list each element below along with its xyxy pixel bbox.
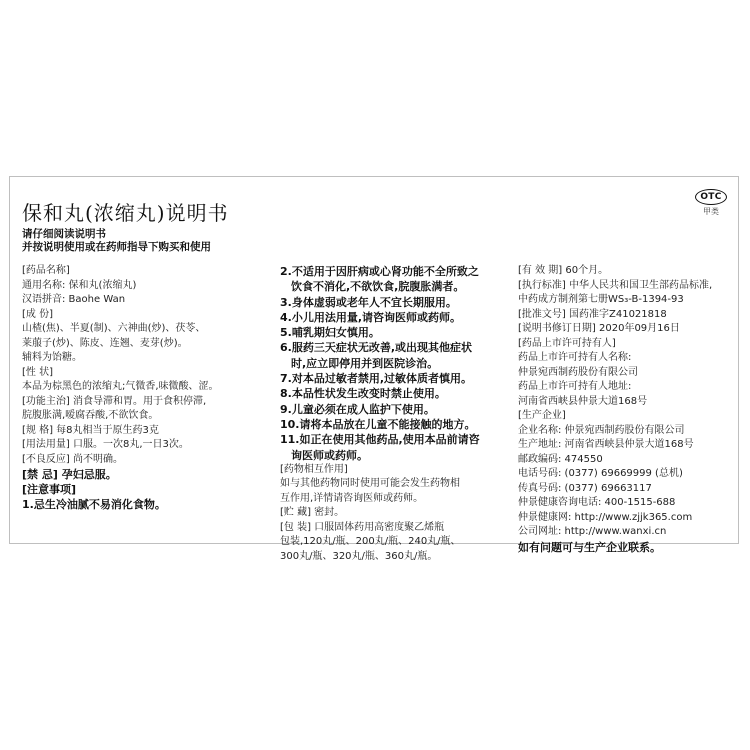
- note-6-line-2: 时,应立即停用并到医院诊治。: [291, 356, 439, 370]
- health-hotline: 仲景健康咨询电话: 400-1515-688: [518, 497, 676, 508]
- instruction-leaflet: [9, 176, 739, 562]
- approval-row: [518, 308, 732, 323]
- phone-number: 电话号码: (0377) 69669999 (总机): [518, 468, 683, 479]
- approval-text: 国药准字Z41021818: [569, 308, 667, 320]
- note-3: 3.身体虚弱或老年人不宜长期服用。: [280, 295, 457, 309]
- warning-line-1: 请仔细阅读说明书: [22, 228, 106, 240]
- company-website: 公司网址: http://www.wanxi.cn: [518, 526, 667, 537]
- note-11-line-1: 11.如正在使用其他药品,使用本品前请咨: [280, 433, 480, 447]
- mah-address: 河南省西峡县仲景大道168号: [518, 395, 648, 407]
- column-right: [518, 264, 732, 555]
- storage-label: [贮 藏]: [280, 507, 311, 519]
- indication-row: [22, 395, 274, 410]
- standard-text-1: 中华人民共和国卫生部药品标准,: [569, 279, 713, 291]
- package-text-1: 口服固体药用高密度聚乙烯瓶: [314, 521, 445, 533]
- postcode: 邮政编码: 474550: [518, 453, 603, 465]
- contact-note: 如有问题可与生产企业联系。: [518, 540, 661, 554]
- contraindication-row: [22, 467, 274, 482]
- ingredients-line-1: 山楂(焦)、半夏(制)、六神曲(炒)、茯苓、: [22, 323, 206, 334]
- note-10: 10.请将本品放在儿童不能接触的地方。: [280, 417, 476, 431]
- spec-label: [规 格]: [22, 424, 53, 436]
- interaction-line-2: 互作用,详情请咨询医师或药师。: [280, 492, 424, 504]
- indication-label: [功能主治]: [22, 395, 70, 407]
- excipient: 辅料为饴糖。: [22, 352, 82, 363]
- indication-text-2: 脘腹胀满,嗳腐吞酸,不欲饮食。: [22, 410, 159, 421]
- note-2-line-2: 饮食不消化,不欲饮食,脘腹胀满者。: [291, 280, 465, 294]
- mah-label: [药品上市许可持有人]: [518, 337, 616, 349]
- note-7: 7.对本品过敏者禁用,过敏体质者慎用。: [280, 372, 473, 386]
- mah-name: 仲景宛西制药股份有限公司: [518, 366, 638, 378]
- manufacturer-name: 企业名称: 仲景宛西制药股份有限公司: [518, 424, 685, 436]
- note-8: 8.本品性状发生改变时禁止使用。: [280, 387, 446, 401]
- ingredients-label: [成 份]: [22, 308, 53, 320]
- notes-label: [注意事项]: [22, 483, 77, 497]
- package-label: [包 装]: [280, 521, 311, 533]
- adverse-row: [22, 453, 274, 468]
- package-text-3: 300丸/瓶、320丸/瓶、360丸/瓶。: [280, 550, 438, 562]
- storage-row: [280, 506, 512, 521]
- indication-text: 消食导滞和胃。用于食积停滞,: [73, 395, 207, 407]
- usage-row: [22, 438, 274, 453]
- drug-name-label: [药品名称]: [22, 265, 70, 276]
- note-6-line-1: 6.服药三天症状无改善,或出现其他症状: [280, 341, 473, 355]
- adverse-text: 尚不明确。: [73, 453, 123, 465]
- package-text-2: 包装,120丸/瓶、200丸/瓶、240丸/瓶、: [280, 536, 461, 548]
- note-9: 9.儿童必须在成人监护下使用。: [280, 402, 435, 416]
- otc-oval-icon: OTC: [695, 189, 727, 205]
- standard-row: [518, 279, 732, 294]
- note-2-line-1: 2.不适用于因肝病或心肾功能不全所致之: [280, 265, 479, 278]
- column-left: [22, 264, 274, 513]
- ingredients-line-2: 莱菔子(炒)、陈皮、连翘、麦芽(炒)。: [22, 337, 188, 349]
- standard-text-2: 中药成方制剂第七册WS₃-B-1394-93: [518, 294, 684, 305]
- note-4: 4.小儿用法用量,请咨询医师或药师。: [280, 310, 462, 324]
- manufacturer-label: [生产企业]: [518, 410, 566, 421]
- interaction-label: [药物相互作用]: [280, 463, 348, 475]
- validity-label: [有 效 期]: [518, 265, 563, 276]
- note-1: 1.忌生冷油腻不易消化食物。: [22, 498, 166, 512]
- manufacturer-address: 生产地址: 河南省西峡县仲景大道168号: [518, 439, 694, 450]
- otc-category: 甲类: [703, 207, 719, 216]
- spec-row: [22, 424, 274, 439]
- spec-text: 每8丸相当于原生药3克: [56, 424, 159, 436]
- validity-text: 60个月。: [565, 265, 609, 276]
- storage-text: 密封。: [314, 507, 345, 519]
- revision-text: 2020年09月16日: [599, 323, 680, 334]
- standard-label: [执行标准]: [518, 279, 566, 291]
- usage-label: [用法用量]: [22, 439, 70, 450]
- revision-label: [说明书修订日期]: [518, 323, 596, 334]
- fax-number: 传真号码: (0377) 69663117: [518, 482, 652, 494]
- mah-name-label: 药品上市许可持有人名称:: [518, 352, 632, 363]
- validity-row: [518, 264, 732, 279]
- revision-row: [518, 322, 732, 337]
- generic-name: 通用名称: 保和丸(浓缩丸): [22, 279, 137, 291]
- warning-line-2: 并按说明使用或在药师指导下购买和使用: [22, 241, 211, 253]
- pinyin-name: 汉语拼音: Baohe Wan: [22, 294, 126, 305]
- health-website: 仲景健康网: http://www.zjjk365.com: [518, 511, 693, 523]
- usage-text: 口服。一次8丸,一日3次。: [73, 439, 189, 450]
- reading-warning: [22, 228, 211, 254]
- leaflet-title: 保和丸(浓缩丸)说明书: [22, 201, 229, 225]
- interaction-line-1: 如与其他药物同时使用可能会发生药物相: [280, 478, 460, 490]
- contraindication-text: 孕妇忌服。: [61, 468, 117, 481]
- adverse-label: [不良反应]: [22, 453, 70, 465]
- contraindication-label: [禁 忌]: [22, 468, 58, 481]
- package-row: [280, 521, 512, 536]
- character-label: [性 状]: [22, 366, 53, 378]
- column-middle: [280, 264, 512, 564]
- character-text: 本品为棕黑色的浓缩丸;气微香,味微酸、涩。: [22, 381, 219, 392]
- note-5: 5.哺乳期妇女慎用。: [280, 326, 380, 340]
- mah-address-label: 药品上市许可持有人地址:: [518, 381, 632, 392]
- approval-label: [批准文号]: [518, 308, 566, 320]
- note-11-line-2: 询医师或药师。: [291, 448, 368, 462]
- otc-badge: [694, 189, 728, 217]
